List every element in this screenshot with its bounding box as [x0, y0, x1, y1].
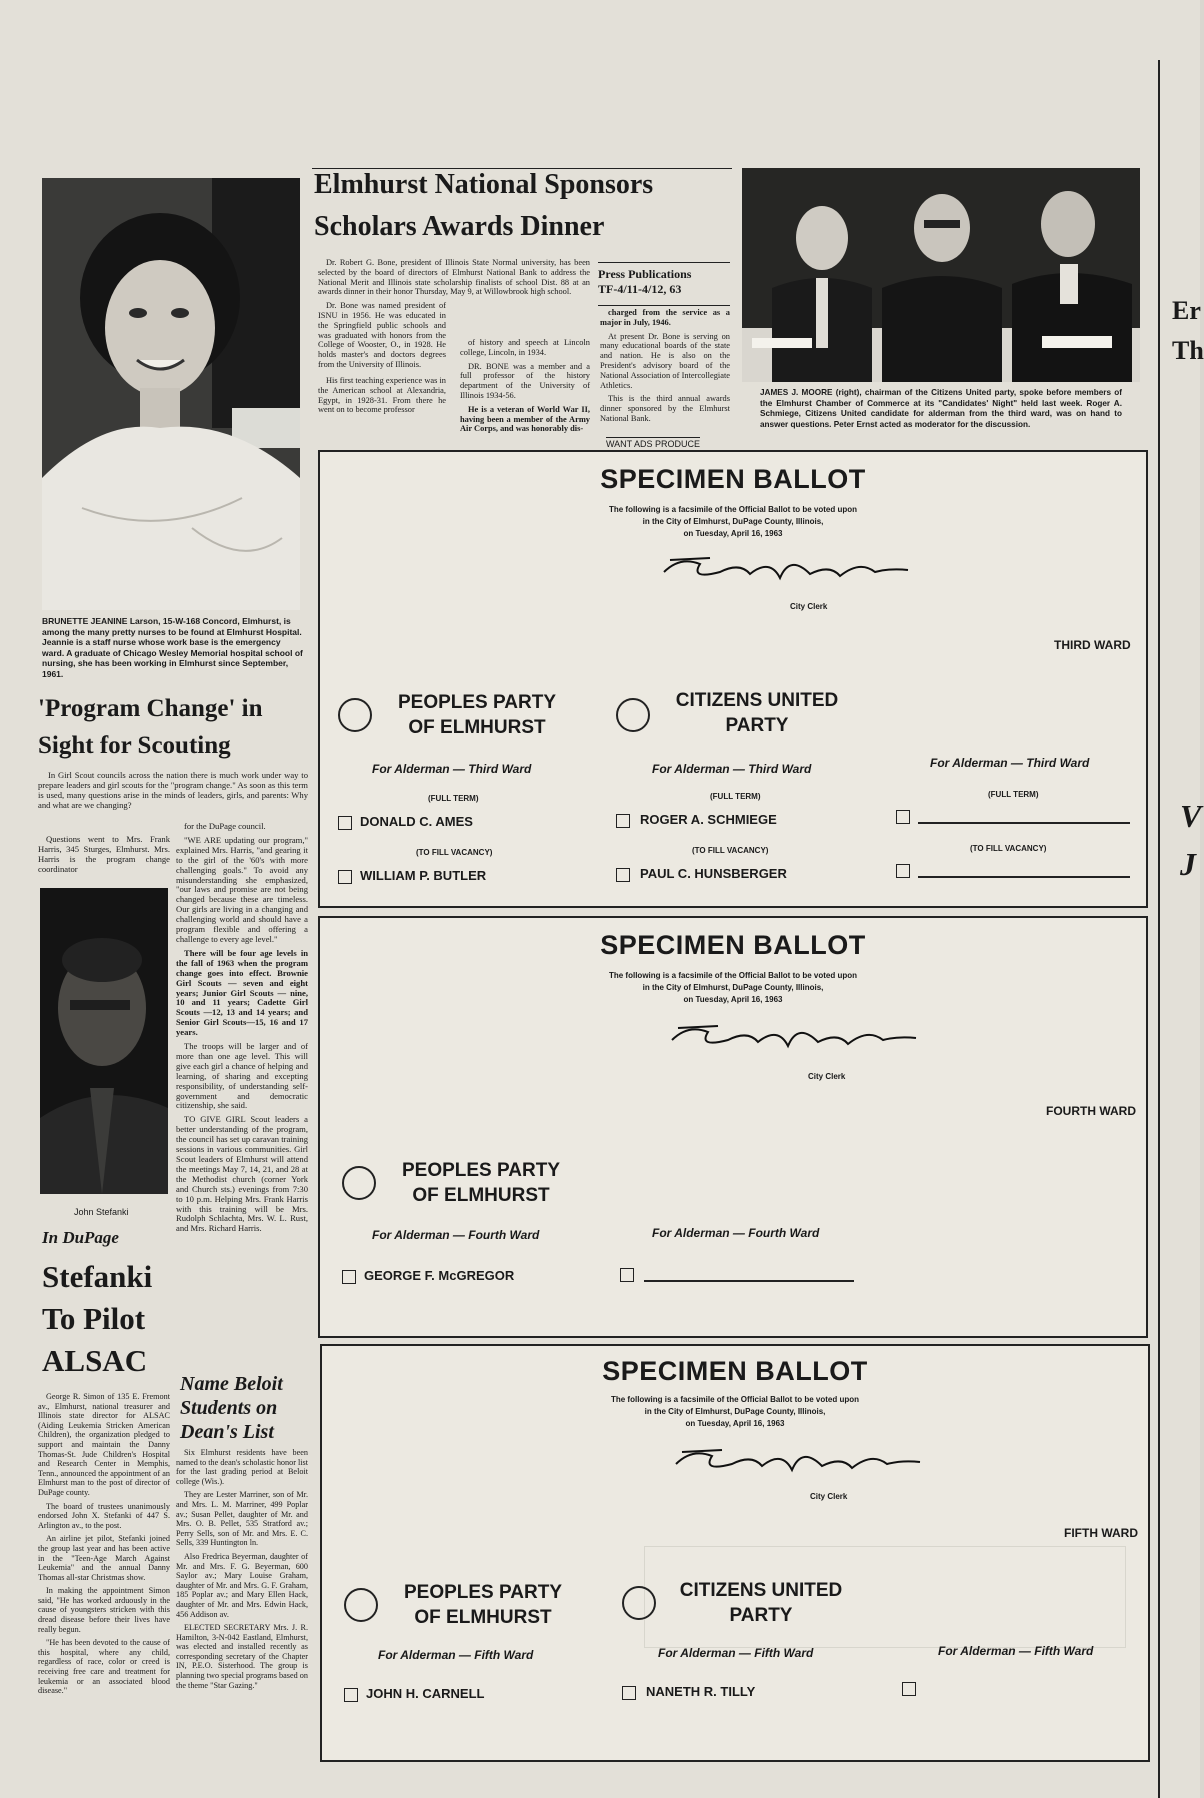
scholars-col1	[318, 376, 446, 448]
scholars-lead-text: Dr. Robert G. Bone, president of Illinois State Normal university, has been selected by the board of directors of Elmhurst National Bank to address the National Merit and Illinois state scholarship finalists of school Dist. 88 at an awards dinner in their honor Thursday, May 9, at Willowbrook high school.	[318, 258, 590, 297]
want-ads: WANT ADS PRODUCE	[606, 439, 701, 449]
ballot-title: SPECIMEN BALLOT	[602, 1356, 868, 1386]
candidate-george-mcgregor: GEORGE F. McGREGOR	[364, 1268, 515, 1283]
stefanki-p5: "He has been devoted to the cause of this hospital, where any child, regardless of race, color or creed is receiving free care and treatment for leukemia or an associated blood disease."	[38, 1638, 170, 1696]
clerk-signature	[672, 1442, 922, 1482]
scouting-col2	[176, 822, 308, 1377]
peoples-party-name	[392, 690, 562, 740]
beloit-headline-line1: Name Beloit	[180, 1373, 283, 1395]
scouting-p1: In Girl Scout councils across the nation there is much work under way to prepare leaders and girl scouts for the "program change." As soon as this term is used, many questions arise in the minds of leaders, girls, and parents: Why and what are we changing?	[38, 770, 308, 810]
press-line2: TF-4/11-4/12, 63	[598, 282, 682, 296]
stefanki-caption: John Stefanki	[74, 1207, 129, 1217]
checkbox-naneth-tilly[interactable]	[622, 1686, 636, 1700]
next-column-fragment-1: Er	[1172, 296, 1201, 325]
full-term-peoples: (FULL TERM)	[428, 794, 479, 803]
scholars-p9: This is the third annual awards dinner sponsored by the Elmhurst National Bank.	[600, 394, 730, 423]
ballot-note	[322, 1394, 1148, 1430]
next-column-fragment-3: V	[1180, 798, 1202, 834]
peoples-party-line1: PEOPLES PARTY	[403, 1582, 562, 1603]
specimen-ballot-fourth-ward	[318, 916, 1148, 1338]
scouting-p4: "WE ARE updating our program," explained Mrs. Harris, "and gearing it to the girl of the '60's with more challenging goals." To avoid any misunderstanding she emphasized, "our laws and promise are not being changed because these are timeless. Our girls are living in a changing and challenging world and should have a program flexible and offering a challenge to every age level."	[176, 834, 308, 944]
scholars-p4: of history and speech at Lincoln college, Lincoln, in 1934.	[460, 338, 590, 357]
ballot-title: SPECIMEN BALLOT	[600, 464, 866, 494]
checkbox-writein[interactable]	[902, 1682, 916, 1696]
ballot-note-line3: on Tuesday, April 16, 1963	[683, 529, 783, 538]
peoples-party-line2: OF ELMHURST	[414, 1607, 552, 1628]
checkbox-george-mcgregor[interactable]	[342, 1270, 356, 1284]
scholars-p6: He is a veteran of World War II, having been a member of the Army Air Corps, and was honorably dis-	[460, 404, 590, 434]
beloit-p3: Also Fredrica Beyerman, daughter of Mr. and Mrs. F. G. Beyerman, 600 Saylor av.; Mary Louise Graham, daughter of Mr. and Mrs. G. F. Graham, 185 Poplar av.; and Mary Ellen Hack, daughter of Mr. and Mrs. Edwin Hack, 456 Addison av.	[176, 1551, 308, 1619]
stefanki-headline-line2: To Pilot	[42, 1301, 146, 1336]
ballot-note-line2: in the City of Elmhurst, DuPage County, Illinois,	[644, 1407, 826, 1416]
scholars-p8: At present Dr. Bone is serving on many educational boards of the state and nation. He is also on the President's advisory board of the National Association of Intercollegiate Athletics.	[600, 331, 730, 390]
clerk-signature	[660, 550, 910, 590]
scholars-col2	[460, 338, 590, 448]
scouting-p5: There will be four age levels in the fall of 1963 when the program change goes into effect. Brownie Girl Scouts — seven and eight years; Junior Girl Scouts — nine, 10 and 11 years; Cadette Girl Scouts —12, 13 and 14 years; and Senior Girl Scouts—15, 16 and 17 years.	[176, 947, 308, 1038]
ballot-note	[320, 504, 1146, 540]
peoples-party-name	[398, 1580, 568, 1630]
vacancy-peoples: (TO FILL VACANCY)	[416, 848, 493, 857]
specimen-ballot-fifth-ward	[320, 1344, 1150, 1762]
scouting-p3: for the DuPage council.	[184, 821, 266, 831]
writein-line-full	[918, 822, 1130, 824]
stefanki-p4: In making the appointment Simon said, "He has worked arduously in the cause of youngsters stricken with this dread disease before their lives have really begun.	[38, 1586, 170, 1634]
scholars-p3: His first teaching experience was in the American school at Alexandria, Egypt, in 1928-31. From there he went on to become professor	[318, 376, 446, 415]
ballot-clerk: City Clerk	[808, 1072, 846, 1081]
full-term-citizens: (FULL TERM)	[710, 792, 761, 801]
scouting-col1	[38, 834, 170, 878]
next-column-fragment-4: J	[1180, 846, 1196, 882]
scholars-headline-line2: Scholars Awards Dinner	[314, 211, 605, 242]
for-alderman-writein: For Alderman — Fourth Ward	[652, 1226, 820, 1240]
stefanki-p2: The board of trustees unanimously endorsed John X. Stefanki of 447 S. Arlington av., to the post.	[38, 1501, 170, 1530]
citizens-united-circle[interactable]	[622, 1586, 656, 1620]
peoples-party-circle[interactable]	[344, 1588, 378, 1622]
scouting-p7: TO GIVE GIRL Scout leaders a better understanding of the program, the council has set up caravan training sessions in various communities. Girl Scout leaders of Elmhurst will attend the meetings May 7, 14, 21, and 28 at the Methodist church (corner York and Church sts.) evenings from 7:30 to 10 p.m. Helping Mrs. Frank Harris with this training will be Mrs. Rudolph Schlachta, Mrs. W. L. Rust, and Mrs. Richard Harris.	[176, 1114, 308, 1234]
peoples-party-line1: PEOPLES PARTY	[397, 692, 556, 713]
stefanki-p3: An airline jet pilot, Stefanki joined the group last year and has been active in the "Teen-Age March Against Leukemia" and the annual Danny Thomas all-star Christmas show.	[38, 1534, 170, 1582]
beloit-p4: ELECTED SECRETARY Mrs. J. R. Hamilton, 3-N-042 Eastland, Elmhurst, was elected and installed recently as corresponding secretary of the Chapter IN, P.E.O. Sisterhood. The group is planning two special programs based on the theme "Star Gazing."	[176, 1623, 308, 1690]
scouting-headline-line2: Sight for Scouting	[38, 732, 231, 759]
peoples-party-name	[396, 1158, 566, 1208]
checkbox-john-carnell[interactable]	[344, 1688, 358, 1702]
citizens-united-line2: PARTY	[729, 1605, 793, 1626]
scholars-p2-start: Dr. Bone was named president of ISNU in 1956. He was educated in the Springfield public schools and was graduated with honors from the College of Wooster, O., in 1928. He holds master's and doctors degrees from the University of Illinois.	[318, 301, 446, 369]
candidates-night-photo	[742, 168, 1140, 382]
checkbox-writein-full[interactable]	[896, 810, 910, 824]
beloit-story	[176, 1448, 308, 1770]
scholars-p5: DR. BONE was a member and a full professor of the history department of the University of Illinois 1934-56.	[460, 361, 590, 400]
citizens-united-line1: CITIZENS UNITED	[679, 1580, 843, 1601]
ballot-title: SPECIMEN BALLOT	[600, 930, 866, 960]
nurse-caption: BRUNETTE JEANINE Larson, 15-W-168 Concord, Elmhurst, is among the many pretty nurses to be found at Elmhurst Hospital. Jeannie is a staff nurse whose work base is the emergency ward. A graduate of Chicago Wesley Memorial hospital school of nursing, she has been working in Elmhurst since September, 1961.	[42, 616, 303, 679]
ballot-ward-label: FOURTH WARD	[1046, 1104, 1136, 1118]
scouting-headline	[38, 690, 308, 764]
beloit-headline	[180, 1372, 310, 1444]
vacancy-citizens: (TO FILL VACANCY)	[692, 846, 769, 855]
for-alderman-citizens: For Alderman — Fifth Ward	[658, 1646, 814, 1660]
for-alderman-writein: For Alderman — Fifth Ward	[938, 1644, 1094, 1658]
peoples-party-circle[interactable]	[338, 698, 372, 732]
scouting-p6: The troops will be larger and of more than one age level. This will give each girl a chance of helping and learning, of sharing and excepting responsibility, of understanding self-government and democratic citizenship, she said.	[176, 1041, 308, 1111]
candidate-donald-ames: DONALD C. AMES	[360, 814, 473, 829]
for-alderman-peoples: For Alderman — Third Ward	[372, 762, 532, 776]
citizens-united-line1: CITIZENS UNITED	[675, 690, 839, 711]
stefanki-p1: George R. Simon of 135 E. Fremont av., Elmhurst, national treasurer and Illinois state director for ALSAC (Aiding Leukemia Stricken American Children), the organization pledged to support and maintain the Danny Thomas-St. Jude Children's Hospital and Research Center in Memphis, Tenn., announced the appointment of an Elmhurst man to the post of director of DuPage county.	[38, 1392, 170, 1497]
candidate-roger-schmiege: ROGER A. SCHMIEGE	[640, 812, 777, 827]
stefanki-story	[38, 1392, 170, 1772]
scholars-col3	[600, 308, 730, 428]
stefanki-headline	[42, 1256, 172, 1382]
stefanki-headline-line1: Stefanki	[42, 1259, 153, 1294]
beloit-p2: They are Lester Marriner, son of Mr. and Mrs. L. M. Marriner, 499 Poplar av.; Susan Pellet, daughter of Mr. and Mrs. O. B. Pellet, 535 Stratford av.; Perry Sells, son of Mr. and Mrs. E. C. Sells, 339 Huntington ln.	[176, 1490, 308, 1548]
scholars-headline	[314, 164, 734, 248]
stefanki-kicker: In DuPage	[42, 1228, 119, 1247]
ballot-note-line3: on Tuesday, April 16, 1963	[683, 995, 783, 1004]
nurse-photo	[42, 178, 300, 610]
ballot-note-line2: in the City of Elmhurst, DuPage County, Illinois,	[642, 983, 824, 992]
ballot-note-line1: The following is a facsimile of the Official Ballot to be voted upon	[608, 971, 858, 980]
specimen-ballot-third-ward	[318, 450, 1148, 908]
scholars-headline-line1: Elmhurst National Sponsors	[314, 169, 654, 200]
page-gutter-rule	[1158, 60, 1160, 1798]
beloit-headline-line3: Dean's List	[180, 1421, 274, 1443]
scholars-p7: charged from the service as a major in July, 1946.	[600, 308, 730, 327]
ballot-note	[320, 970, 1146, 1006]
next-column-fragment-2: Th	[1172, 336, 1204, 365]
ballot-note-line1: The following is a facsimile of the Official Ballot to be voted upon	[610, 1395, 860, 1404]
writein-line-vacancy	[918, 876, 1130, 878]
ballot-note-line3: on Tuesday, April 16, 1963	[685, 1419, 785, 1428]
peoples-party-line2: OF ELMHURST	[408, 717, 546, 738]
stefanki-photo	[40, 888, 168, 1194]
beloit-headline-line2: Students on	[180, 1397, 278, 1419]
for-alderman-writein: For Alderman — Third Ward	[930, 756, 1090, 770]
checkbox-donald-ames[interactable]	[338, 816, 352, 830]
clerk-signature	[668, 1018, 918, 1058]
for-alderman-peoples: For Alderman — Fifth Ward	[378, 1648, 534, 1662]
candidate-william-butler: WILLIAM P. BUTLER	[360, 868, 487, 883]
candidate-paul-hunsberger: PAUL C. HUNSBERGER	[640, 866, 787, 881]
for-alderman-citizens: For Alderman — Third Ward	[652, 762, 812, 776]
citizens-united-name	[676, 1578, 846, 1628]
checkbox-roger-schmiege[interactable]	[616, 814, 630, 828]
peoples-party-line2: OF ELMHURST	[412, 1185, 550, 1206]
press-line1: Press Publications	[598, 267, 692, 281]
full-term-writein: (FULL TERM)	[988, 790, 1039, 799]
checkbox-writein[interactable]	[620, 1268, 634, 1282]
peoples-party-circle[interactable]	[342, 1166, 376, 1200]
ballot-note-line1: The following is a facsimile of the Official Ballot to be voted upon	[608, 505, 858, 514]
scouting-intro	[38, 770, 308, 814]
candidate-john-carnell: JOHN H. CARNELL	[366, 1686, 485, 1701]
ballot-clerk: City Clerk	[810, 1492, 848, 1501]
checkbox-writein-vacancy[interactable]	[896, 864, 910, 878]
beloit-p1: Six Elmhurst residents have been named to the dean's scholastic honor list for the last grading period at Beloit college (Wis.).	[176, 1448, 308, 1486]
checkbox-william-butler[interactable]	[338, 870, 352, 884]
stefanki-headline-line3: ALSAC	[42, 1343, 148, 1378]
press-box	[598, 262, 730, 306]
ballot-ward-label: FIFTH WARD	[1064, 1526, 1138, 1540]
citizens-united-circle[interactable]	[616, 698, 650, 732]
citizens-united-line2: PARTY	[725, 715, 789, 736]
scouting-p2: Questions went to Mrs. Frank Harris, 345 Sturges, Elmhurst. Mrs. Harris is the program change coordinator	[38, 834, 170, 874]
writein-line	[644, 1280, 854, 1282]
vacancy-writein: (TO FILL VACANCY)	[970, 844, 1047, 853]
ballot-clerk: City Clerk	[790, 602, 828, 611]
citizens-united-name	[672, 688, 842, 738]
peoples-party-line1: PEOPLES PARTY	[401, 1160, 560, 1181]
scouting-headline-line1: 'Program Change' in	[38, 695, 263, 722]
checkbox-paul-hunsberger[interactable]	[616, 868, 630, 882]
candidates-night-caption: JAMES J. MOORE (right), chairman of the Citizens United party, spoke before members of the Elmhurst Chamber of Commerce at its "Candidates' Night" held last week. Roger A. Schmiege, Citizens United candidate for alderman from the third ward, was on hand to answer questions. Peter Ernst acted as moderator for the discussion.	[760, 388, 1122, 429]
for-alderman-peoples: For Alderman — Fourth Ward	[372, 1228, 540, 1242]
ballot-note-line2: in the City of Elmhurst, DuPage County, Illinois,	[642, 517, 824, 526]
candidate-naneth-tilly: NANETH R. TILLY	[646, 1684, 756, 1699]
ballot-ward-label: THIRD WARD	[1054, 638, 1131, 652]
